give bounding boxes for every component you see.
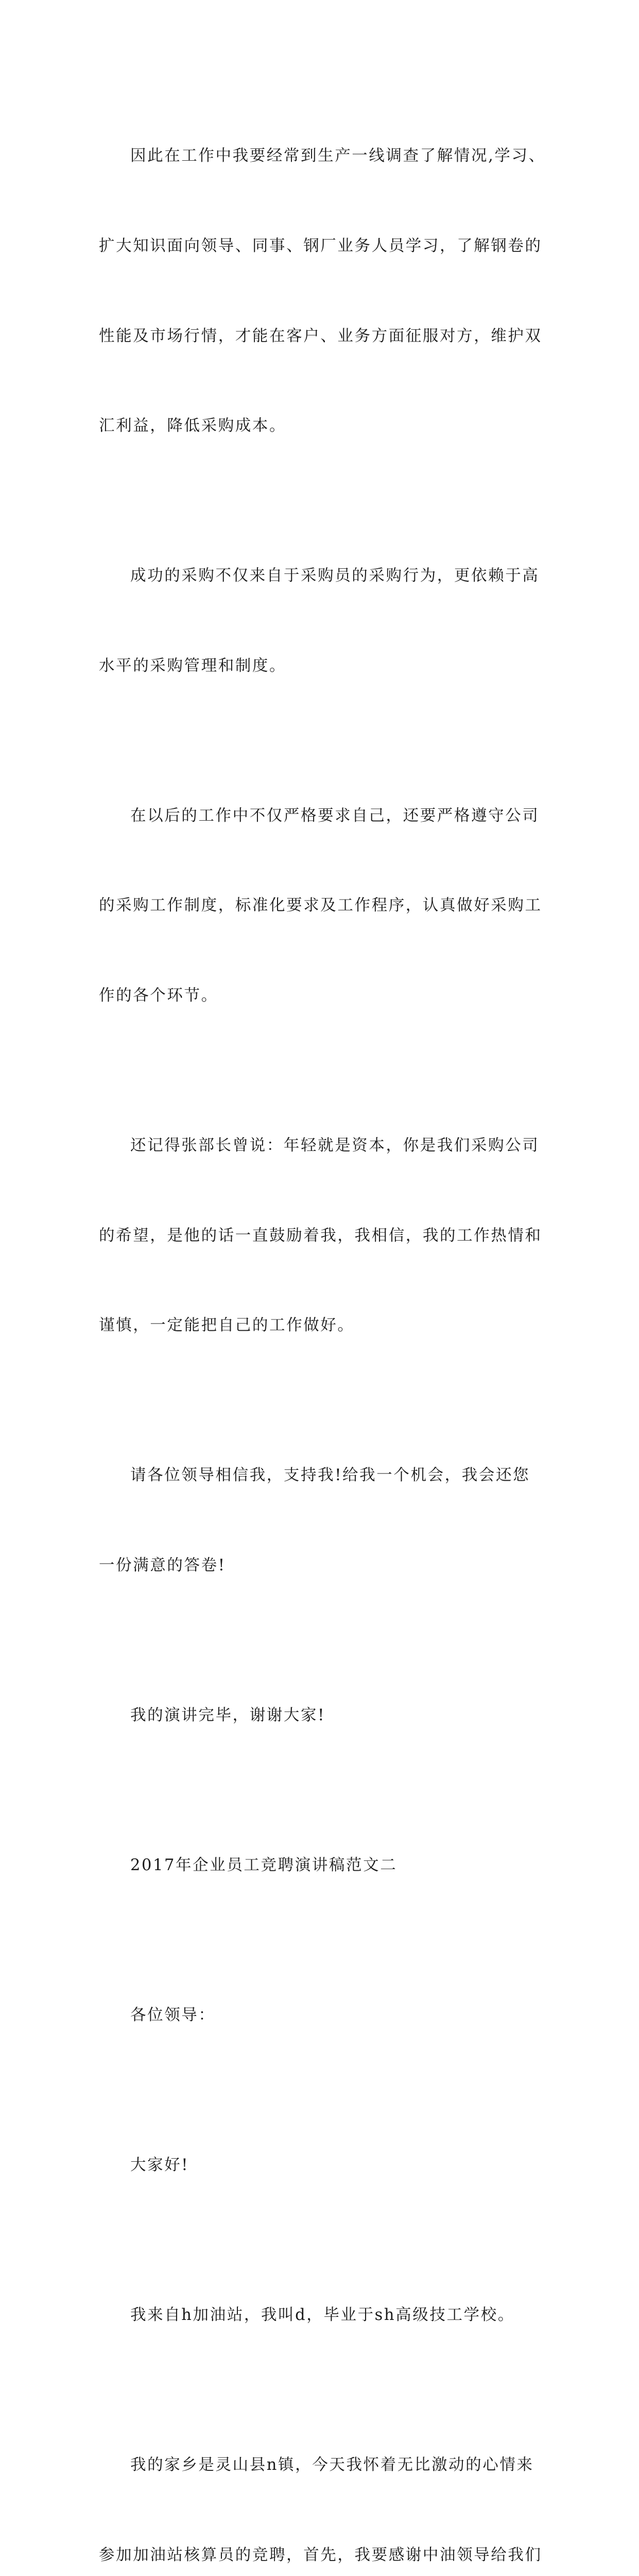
text-line: 因此在工作中我要经常到生产一线调查了解情况,学习、 — [130, 147, 546, 165]
section-heading — [99, 1791, 552, 1941]
text-line: 作的各个环节。 — [99, 987, 218, 1005]
text-line: 我来自h加油站，我叫d，毕业于sh高级技工学校。 — [130, 2306, 515, 2325]
paragraph — [99, 1071, 552, 1401]
paragraph — [99, 2391, 552, 2576]
text-line: 汇利益，降低采购成本。 — [99, 417, 287, 435]
greeting — [99, 2091, 552, 2241]
paragraph — [99, 741, 552, 1071]
text-line: 请各位领导相信我，支持我!给我一个机会，我会还您 — [130, 1466, 530, 1485]
text-line: 大家好! — [130, 2156, 189, 2175]
text-line: 一份满意的答卷! — [99, 1556, 226, 1574]
text-line: 参加加油站核算员的竞聘，首先，我要感谢中油领导给我们 — [99, 2546, 542, 2564]
paragraph — [99, 501, 552, 741]
text-line: 我的演讲完毕，谢谢大家! — [130, 1706, 325, 1724]
text-line: 成功的采购不仅来自于采购员的采购行为，更依赖于高 — [130, 567, 540, 585]
document-body — [99, 81, 552, 2576]
text-line: 各位领导： — [130, 2006, 216, 2024]
paragraph — [99, 1401, 552, 1641]
text-line: 的希望，是他的话一直鼓励着我，我相信，我的工作热情和 — [99, 1226, 542, 1245]
text-line: 扩大知识面向领导、同事、钢厂业务人员学习，了解钢卷的 — [99, 237, 542, 256]
paragraph — [99, 2241, 552, 2391]
text-line: 水平的采购管理和制度。 — [99, 656, 287, 675]
paragraph — [99, 81, 552, 501]
text-line: 还记得张部长曾说：年轻就是资本，你是我们采购公司 — [130, 1137, 540, 1155]
text-line: 谨慎，一定能把自己的工作做好。 — [99, 1316, 355, 1335]
paragraph — [99, 1641, 552, 1791]
text-line: 在以后的工作中不仅严格要求自己，还要严格遵守公司 — [130, 806, 540, 825]
text-line: 性能及市场行情，才能在客户、业务方面征服对方，维护双 — [99, 327, 542, 345]
text-line: 的采购工作制度，标准化要求及工作程序，认真做好采购工 — [99, 896, 542, 915]
salutation — [99, 1941, 552, 2091]
text-line: 2017年企业员工竞聘演讲稿范文二 — [130, 1856, 398, 1874]
text-line: 我的家乡是灵山县n镇，今天我怀着无比激动的心情来 — [130, 2456, 534, 2475]
